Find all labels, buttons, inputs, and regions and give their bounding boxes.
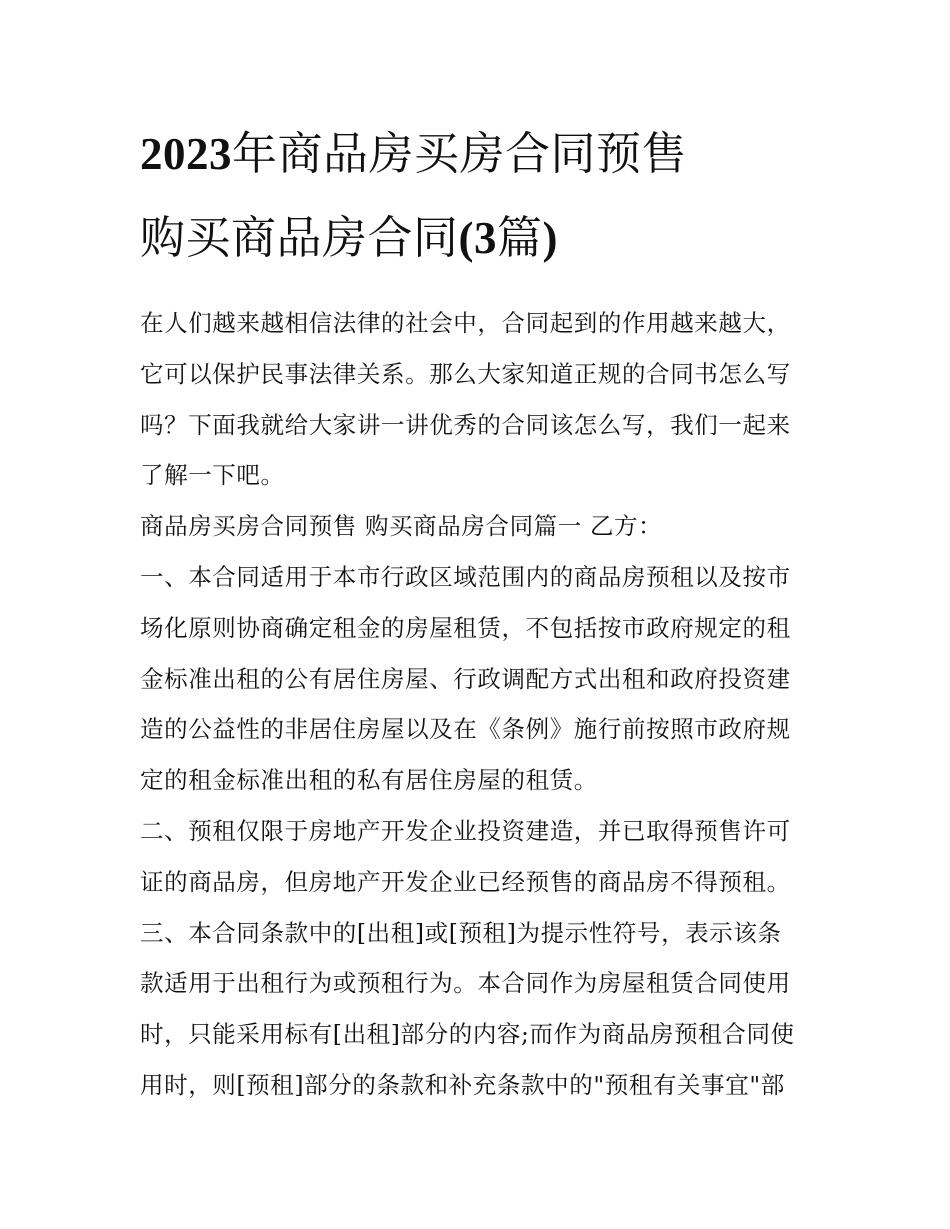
title-close-paren: ): [542, 213, 559, 263]
paragraph-clause-1: [140, 552, 820, 806]
title-line-1: [140, 112, 820, 196]
text-line: 吗？下面我就给大家讲一讲优秀的合同该怎么写，我们一起来: [140, 410, 791, 439]
text-line: 它可以保护民事法律关系。那么大家知道正规的合同书怎么写: [140, 359, 791, 388]
text-line: 场化原则协商确定租金的房屋租赁，不包括按市政府规定的租: [140, 613, 791, 642]
document-page: [140, 112, 820, 1111]
text-line: 时，只能采用标有[出租]部分的内容;而作为商品房预租合同使: [140, 1020, 795, 1049]
text-line: 一、本合同适用于本市行政区域范围内的商品房预租以及按市: [140, 562, 791, 591]
document-title: [140, 112, 820, 280]
text-line: 造的公益性的非居住房屋以及在《条例》施行前按照市政府规: [140, 715, 791, 744]
text-line: 二、预租仅限于房地产开发企业投资建造，并已取得预售许可: [140, 816, 791, 845]
title-count-unit: 篇: [497, 211, 543, 264]
text-line: 款适用于出租行为或预租行为。本合同作为房屋租赁合同使用: [140, 969, 791, 998]
text-line: 定的租金标准出租的私有居住房屋的租赁。: [140, 766, 598, 795]
text-line: 在人们越来越相信法律的社会中，合同起到的作用越来越大，: [140, 309, 791, 337]
text-line: 证的商品房，但房地产开发企业已经预售的商品房不得预租。: [140, 867, 791, 896]
paragraph-clause-3: [140, 908, 820, 1111]
title-line-1-text: 年商品房买房合同预售: [232, 127, 688, 180]
paragraph-clause-2: [140, 806, 820, 908]
text-line: 金标准出租的公有居住房屋、行政调配方式出租和政府投资建: [140, 664, 791, 693]
paragraph-intro: [140, 298, 820, 501]
title-line-2-text: 购买商品房合同: [140, 211, 459, 264]
text-line: 商品房买房合同预售 购买商品房合同篇一 乙方：: [140, 512, 663, 541]
paragraph-section-heading: [140, 501, 820, 552]
document-body: [140, 298, 820, 1111]
title-count: (3: [458, 213, 498, 263]
text-line: 用时，则[预租]部分的条款和补充条款中的"预租有关事宜"部: [140, 1070, 785, 1099]
text-line: 了解一下吧。: [140, 461, 285, 490]
title-line-2: [140, 196, 820, 280]
text-line: 三、本合同条款中的[出租]或[预租]为提示性符号，表示该条: [140, 918, 782, 947]
title-year: 2023: [140, 129, 232, 179]
